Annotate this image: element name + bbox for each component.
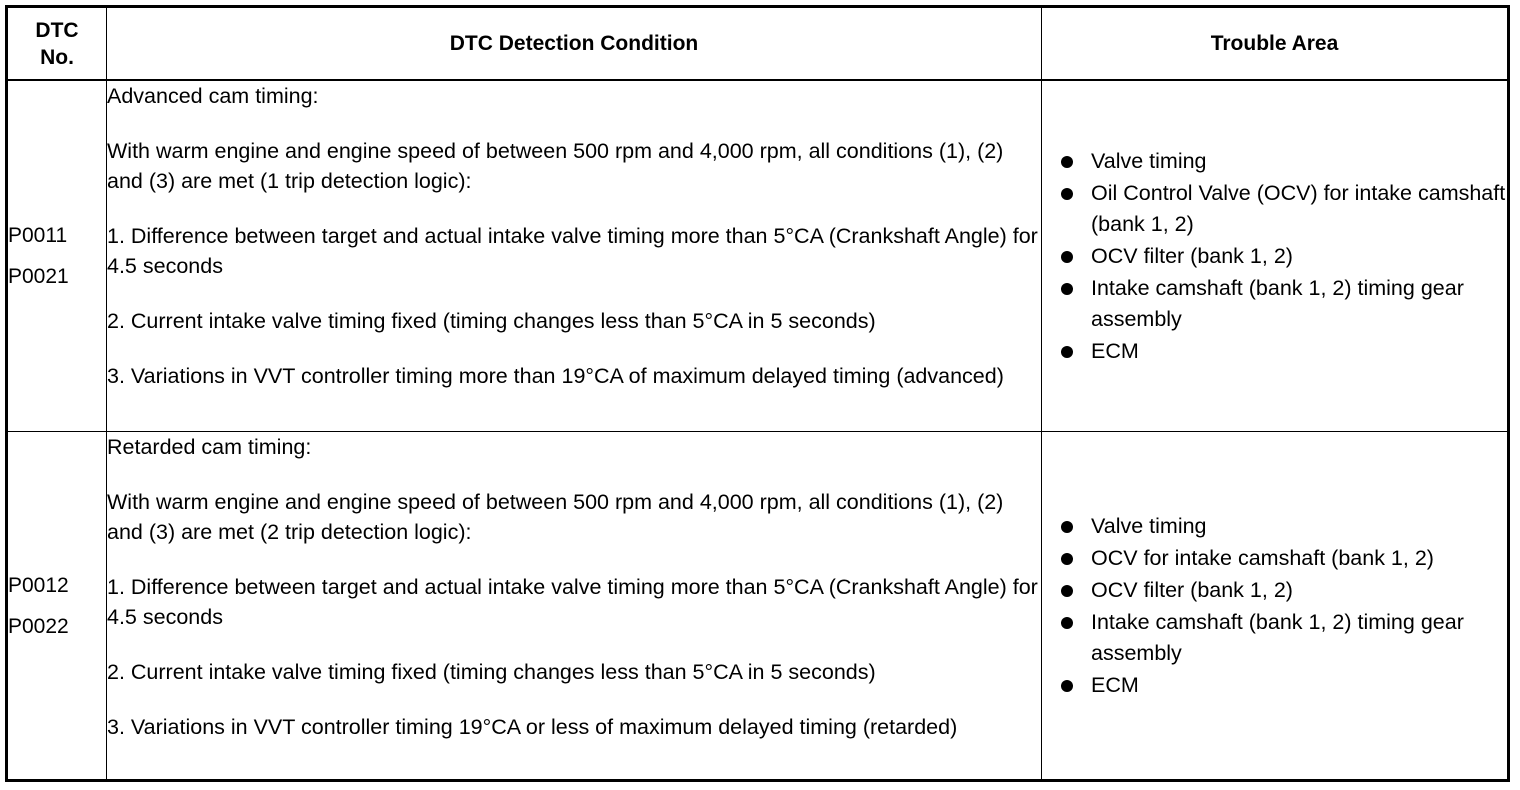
bullet-icon bbox=[1061, 617, 1073, 629]
trouble-area-text: OCV for intake camshaft (bank 1, 2) bbox=[1091, 545, 1434, 570]
dtc-table bbox=[5, 5, 1510, 782]
dtc-code-cell bbox=[7, 432, 107, 781]
trouble-area-list bbox=[1042, 511, 1507, 701]
table-header bbox=[7, 7, 1509, 81]
trouble-area-text: ECM bbox=[1091, 338, 1139, 363]
list-item bbox=[1042, 607, 1507, 669]
condition-text: With warm engine and engine speed of between 500 rpm and 4,000 rpm, all conditions (1), (2) and (3) are met (2 trip detection logic): bbox=[107, 490, 1004, 544]
condition-text: 1. Difference between target and actual intake valve timing more than 5°CA (Crankshaft Angle) for 4.5 seconds bbox=[107, 224, 1038, 278]
dtc-code: P0011 bbox=[8, 224, 68, 247]
bullet-icon bbox=[1061, 346, 1073, 358]
list-item bbox=[1042, 670, 1507, 701]
condition-text: 2. Current intake valve timing fixed (timing changes less than 5°CA in 5 seconds) bbox=[107, 309, 876, 333]
trouble-area-cell bbox=[1042, 80, 1509, 432]
list-item bbox=[1042, 273, 1507, 335]
bullet-icon bbox=[1061, 283, 1073, 295]
dtc-code: P0021 bbox=[8, 265, 69, 288]
trouble-area-text: Intake camshaft (bank 1, 2) timing gear assembly bbox=[1091, 609, 1464, 665]
table-row bbox=[7, 432, 1509, 781]
table-row bbox=[7, 80, 1509, 432]
list-item bbox=[1042, 543, 1507, 574]
bullet-icon bbox=[1061, 251, 1073, 263]
condition-text: 3. Variations in VVT controller timing more than 19°CA of maximum delayed timing (advanced) bbox=[107, 364, 1004, 388]
bullet-icon bbox=[1061, 585, 1073, 597]
condition-text: Advanced cam timing: bbox=[107, 84, 319, 108]
dtc-code: P0012 bbox=[8, 573, 69, 597]
dtc-code-cell bbox=[7, 80, 107, 432]
condition-text: 1. Difference between target and actual intake valve timing more than 5°CA (Crankshaft Angle) for 4.5 seconds bbox=[107, 575, 1038, 629]
detection-condition-cell bbox=[107, 432, 1042, 781]
trouble-area-text: Valve timing bbox=[1091, 513, 1207, 538]
trouble-area-list bbox=[1042, 146, 1507, 367]
header-dtc-no: DTC No. bbox=[7, 7, 107, 81]
header-detection-condition: DTC Detection Condition bbox=[107, 7, 1042, 81]
list-item bbox=[1042, 575, 1507, 606]
trouble-area-text: Oil Control Valve (OCV) for intake camshaft (bank 1, 2) bbox=[1091, 180, 1506, 236]
list-item bbox=[1042, 178, 1507, 240]
dtc-code: P0022 bbox=[8, 614, 69, 638]
trouble-area-text: ECM bbox=[1091, 672, 1139, 697]
trouble-area-text: Valve timing bbox=[1091, 148, 1207, 173]
condition-text: Retarded cam timing: bbox=[107, 435, 312, 459]
bullet-icon bbox=[1061, 553, 1073, 565]
trouble-area-text: OCV filter (bank 1, 2) bbox=[1091, 243, 1293, 268]
list-item bbox=[1042, 241, 1507, 272]
bullet-icon bbox=[1061, 680, 1073, 692]
trouble-area-cell bbox=[1042, 432, 1509, 781]
list-item bbox=[1042, 336, 1507, 367]
list-item bbox=[1042, 511, 1507, 542]
bullet-icon bbox=[1061, 156, 1073, 168]
bullet-icon bbox=[1061, 188, 1073, 200]
condition-text: 2. Current intake valve timing fixed (timing changes less than 5°CA in 5 seconds) bbox=[107, 660, 876, 684]
detection-condition-cell bbox=[107, 80, 1042, 432]
trouble-area-text: OCV filter (bank 1, 2) bbox=[1091, 577, 1293, 602]
header-trouble-area: Trouble Area bbox=[1042, 7, 1509, 81]
trouble-area-text: Intake camshaft (bank 1, 2) timing gear assembly bbox=[1091, 275, 1464, 331]
condition-text: With warm engine and engine speed of between 500 rpm and 4,000 rpm, all conditions (1), (2) and (3) are met (1 trip detection logic): bbox=[107, 139, 1004, 193]
list-item bbox=[1042, 146, 1507, 177]
condition-text: 3. Variations in VVT controller timing 19°CA or less of maximum delayed timing (retarded) bbox=[107, 715, 958, 739]
bullet-icon bbox=[1061, 521, 1073, 533]
